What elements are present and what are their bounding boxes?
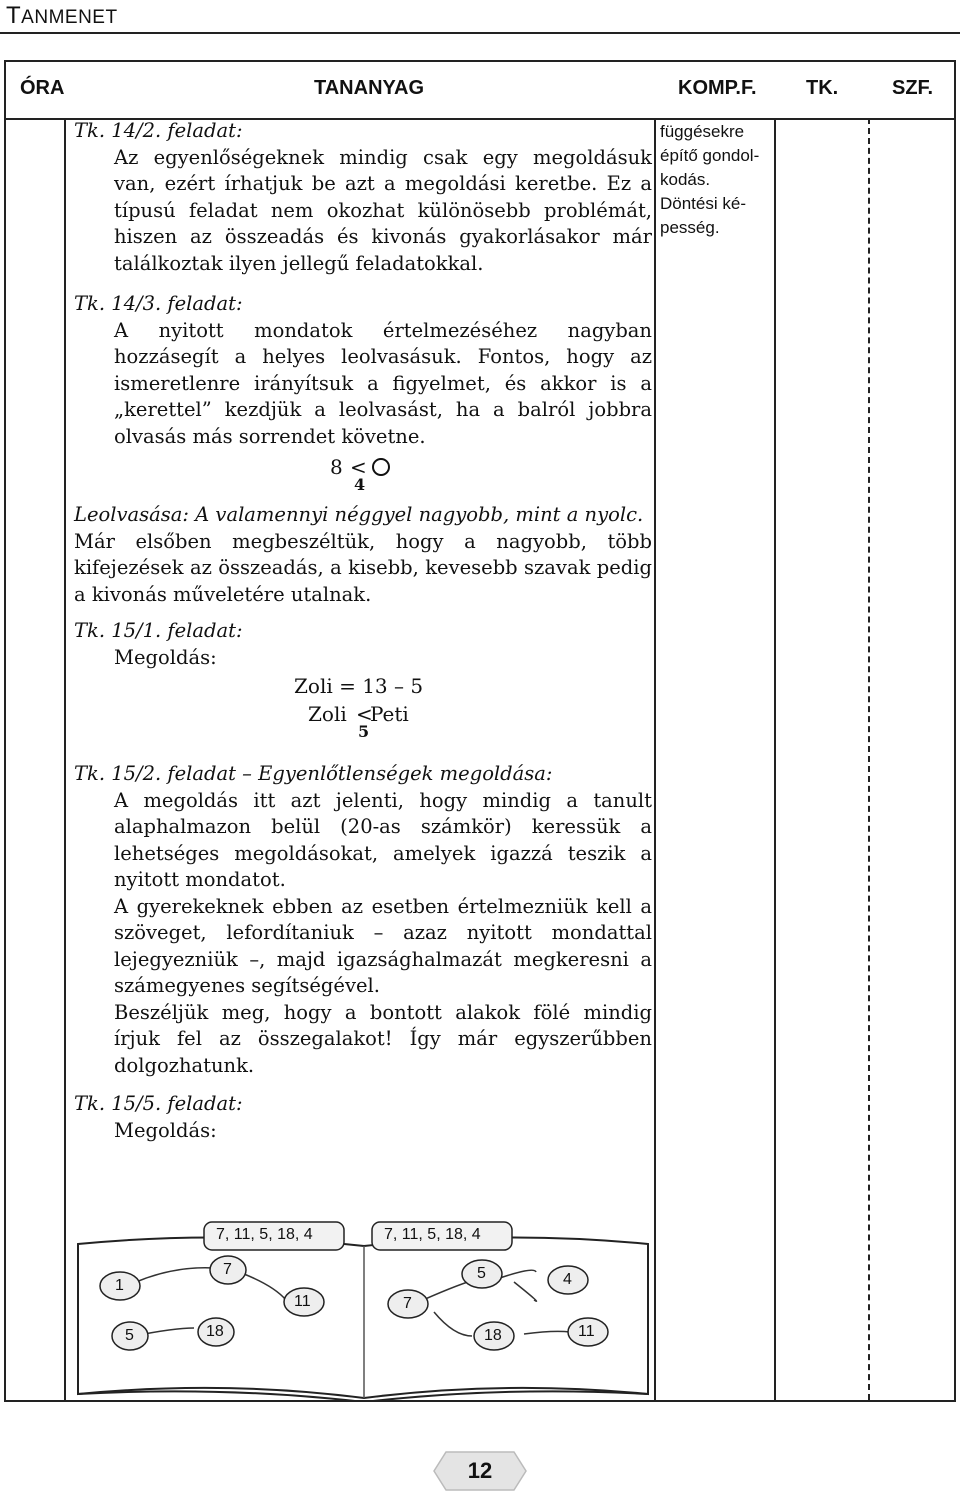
side-note-line: függésekre [660, 122, 745, 141]
table-header [6, 62, 954, 120]
book-node: 7 [403, 1295, 412, 1312]
task-title: Tk. 14/2. feladat: [74, 119, 243, 142]
content-column [74, 118, 652, 1144]
col-szf: SZF. [892, 77, 934, 99]
page-header-rest: ANMENET [21, 7, 118, 28]
page-header-initial: T [6, 2, 22, 29]
page-number: 12 [467, 1458, 493, 1483]
side-note-line: Döntési ké- [660, 194, 746, 213]
formula-sign: < [350, 455, 367, 479]
solution-label: Megoldás: [114, 645, 217, 669]
task-body: Az egyenlőségeknek mindig csak egy megoldásuk van, ezért írhatjuk be azt a megoldási keretbe. Ez a típusú feladat nem okozhat különösebb problémát, hiszen az összeadás és kivonás gyakorlásakor már találkoztak ilyen jellegű feladatokkal. [114, 145, 652, 275]
task-title: Tk. 15/2. feladat – Egyenlőtlenségek megoldása: [74, 762, 553, 785]
book-node: 4 [563, 1271, 572, 1288]
paragraph: Már elsőben megbeszéltük, hogy a nagyobb, több kifejezések az összeadás, a kisebb, kevesebb szavak pedig a kivonás műveletére utalnak. [74, 529, 652, 606]
book-node: 7 [223, 1261, 232, 1278]
task-body: Beszéljük meg, hogy a bontott alakok fölé mindig írjuk fel az összegalakot! Így már egyszerűbben dolgozhatunk. [114, 1000, 652, 1077]
formula-number: 8 [330, 455, 343, 479]
book-node: 5 [477, 1265, 486, 1282]
book-header-left: 7, 11, 5, 18, 4 [216, 1226, 313, 1243]
side-note-line: építő gondol- [660, 146, 760, 165]
task-title: Tk. 14/3. feladat: [74, 292, 243, 315]
col-divider-2 [654, 118, 656, 1400]
equation: Zoli = 13 – 5 [294, 674, 424, 698]
formula-open-sentence [74, 450, 652, 502]
task-body: A megoldás itt azt jelenti, hogy mindig a tanult alaphalmazon belül (20-as számkör) keressük a lehetséges megoldásokat, amelyek igazzá teszik a nyitott mondatot. [114, 788, 652, 891]
col-tananyag: TANANYAG [314, 77, 425, 99]
task-body: A nyitott mondatok értelmezéséhez nagyban hozzásegít a helyes leolvasásuk. Fontos, hogy az ismeretlenre irányítsuk a figyelmet, és akkor is a „kerettel” kezdjük a leolvasást, ha a balról jobbra olvasás más sorrendet követne. [114, 318, 652, 448]
equation-right: Peti [370, 702, 409, 726]
col-komp: KOMP.F. [678, 77, 757, 99]
side-note-line: pesség. [660, 218, 720, 237]
book-node: 18 [206, 1323, 224, 1340]
book-node: 5 [125, 1327, 134, 1344]
book-header-right: 7, 11, 5, 18, 4 [384, 1226, 481, 1243]
page-header [6, 2, 118, 30]
task-title: Tk. 15/5. feladat: [74, 1092, 243, 1115]
col-divider-1 [64, 118, 66, 1400]
col-tk: TK. [806, 77, 839, 99]
side-note [660, 120, 760, 240]
equation-subscript: 5 [358, 722, 370, 741]
formula-zoli [74, 671, 652, 761]
header-rule [0, 32, 960, 34]
col-ora: ÓRA [20, 77, 65, 99]
task-title: Tk. 15/1. feladat: [74, 619, 243, 642]
book-node: 11 [294, 1293, 311, 1310]
col-divider-4 [868, 118, 870, 1400]
equation-left: Zoli [308, 702, 347, 726]
reading-line: Leolvasása: A valamennyi néggyel nagyobb, mint a nyolc. [74, 503, 644, 526]
book-drawing [74, 1216, 652, 1402]
side-note-line: kodás. [660, 170, 711, 189]
task-body: A gyerekeknek ebben az esetben értelmezniük kell a szöveget, lefordítaniuk – azaz nyitott mondattal lejegyezniük –, majd igazsághalmazát megkeresni a számegyenes segítségével. [114, 894, 652, 997]
formula-subscript: 4 [354, 475, 366, 494]
solution-label: Megoldás: [114, 1118, 217, 1142]
equation-sign: < [356, 702, 373, 726]
open-book-illustration [74, 1216, 652, 1402]
answer-circle-icon [372, 458, 390, 476]
page-number-badge [432, 1448, 528, 1494]
book-node: 11 [578, 1323, 595, 1340]
book-node: 18 [484, 1327, 502, 1344]
book-node: 1 [115, 1277, 124, 1294]
col-divider-3 [774, 118, 776, 1400]
